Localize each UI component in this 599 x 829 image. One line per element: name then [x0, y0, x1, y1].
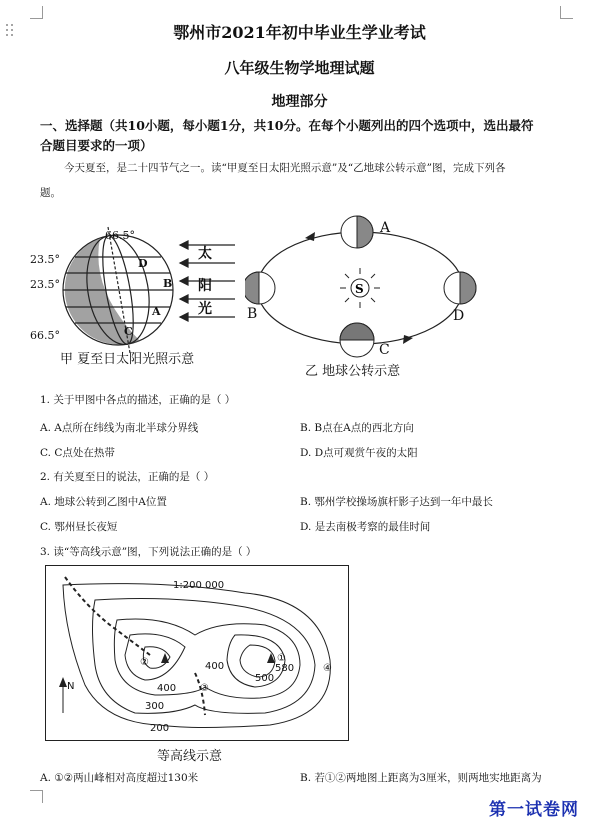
intro-line2: 题。 — [40, 187, 61, 199]
lat-label-top: 66.5° — [105, 229, 135, 242]
figure-jia — [30, 215, 258, 375]
q3-option-a[interactable]: A. ①②两山峰相对高度超过130米 — [40, 772, 199, 784]
crop-mark-tl — [30, 6, 43, 19]
contour-400-a: 400 — [205, 661, 225, 672]
caption-contour: 等高线示意 — [157, 749, 223, 764]
orbit-pos-a: A — [380, 220, 391, 236]
map-scale: 1:200 000 — [173, 580, 225, 591]
lat-label-n1: 23.5° — [30, 253, 60, 266]
contour-mark-1: ① — [277, 653, 286, 664]
q2-option-b[interactable]: B. 鄂州学校操场旗杆影子达到一年中最长 — [300, 496, 493, 508]
sunlight-label-3: 光 — [198, 301, 212, 317]
exam-title: 鄂州市2021年初中毕业生学业考试 — [173, 23, 426, 42]
contour-200: 200 — [150, 723, 170, 734]
point-c: C — [124, 325, 133, 338]
contour-mark-3: ③ — [200, 683, 209, 694]
q2-option-a[interactable]: A. 地球公转到乙图中A位置 — [40, 496, 167, 508]
point-a: A — [152, 305, 161, 318]
peak-elevation: 580 — [275, 663, 295, 674]
contour-mark-4: ④ — [323, 663, 332, 674]
q1-option-d[interactable]: D. D点可观赏午夜的太阳 — [300, 447, 418, 459]
part-title: 地理部分 — [271, 94, 328, 110]
crop-mark-bl — [30, 790, 43, 803]
intro-line1: 今天夏至，是二十四节气之一。读“甲夏至日太阳光照示意”及“乙地球公转示意”图，完成下列各 — [64, 162, 506, 174]
point-d: D — [138, 257, 148, 270]
orbit-pos-c: C — [379, 342, 390, 358]
point-b: B — [163, 277, 173, 290]
sunlight-label-2: 阳 — [198, 278, 212, 294]
question-2-stem: 2. 有关夏至日的说法，正确的是（ ） — [40, 471, 215, 483]
orbit-pos-d: D — [453, 308, 465, 324]
crop-mark-tr — [560, 6, 573, 19]
q2-option-c[interactable]: C. 鄂州昼长夜短 — [40, 521, 118, 533]
question-3-stem: 3. 读“等高线示意”图，下列说法正确的是（ ） — [40, 546, 257, 558]
figure-yi — [245, 210, 480, 380]
caption-yi: 乙 地球公转示意 — [305, 364, 401, 379]
section-heading-line1: 一、选择题（共10小题，每小题1分，共10分。在每个小题列出的四个选项中，选出最符 — [40, 118, 534, 133]
section-heading-line2: 合题目要求的一项） — [40, 138, 153, 153]
q1-option-c[interactable]: C. C点处在热带 — [40, 447, 115, 459]
sun-label: S — [355, 282, 364, 296]
question-1-stem: 1. 关于甲图中各点的描述，正确的是（ ） — [40, 394, 236, 406]
q3-option-b[interactable]: B. 若①②两地图上距离为3厘米，则两地实地距离为 — [300, 772, 542, 784]
contour-mark-2: ② — [140, 657, 149, 668]
sunlight-label-1: 太 — [198, 246, 212, 262]
north-label: N — [67, 681, 75, 692]
contour-500: 500 — [255, 673, 275, 684]
q1-option-b[interactable]: B. B点在A点的西北方向 — [300, 422, 414, 434]
caption-jia: 甲 夏至日太阳光照示意 — [60, 352, 195, 367]
intro-text — [40, 156, 560, 206]
lat-label-n2: 23.5° — [30, 278, 60, 291]
q1-option-a[interactable]: A. A点所在纬线为南北半球分界线 — [40, 422, 199, 434]
contour-300: 300 — [145, 701, 165, 712]
watermark-brand: 第一试卷网 — [489, 800, 579, 820]
contour-400-b: 400 — [157, 683, 177, 694]
exam-subtitle: 八年级生物学地理试题 — [224, 59, 375, 77]
section-heading — [40, 116, 560, 156]
contour-map — [45, 565, 350, 765]
orbit-pos-b: B — [247, 306, 258, 322]
q2-option-d[interactable]: D. 是去南极考察的最佳时间 — [300, 521, 431, 533]
lat-label-bottom: 66.5° — [30, 329, 60, 342]
